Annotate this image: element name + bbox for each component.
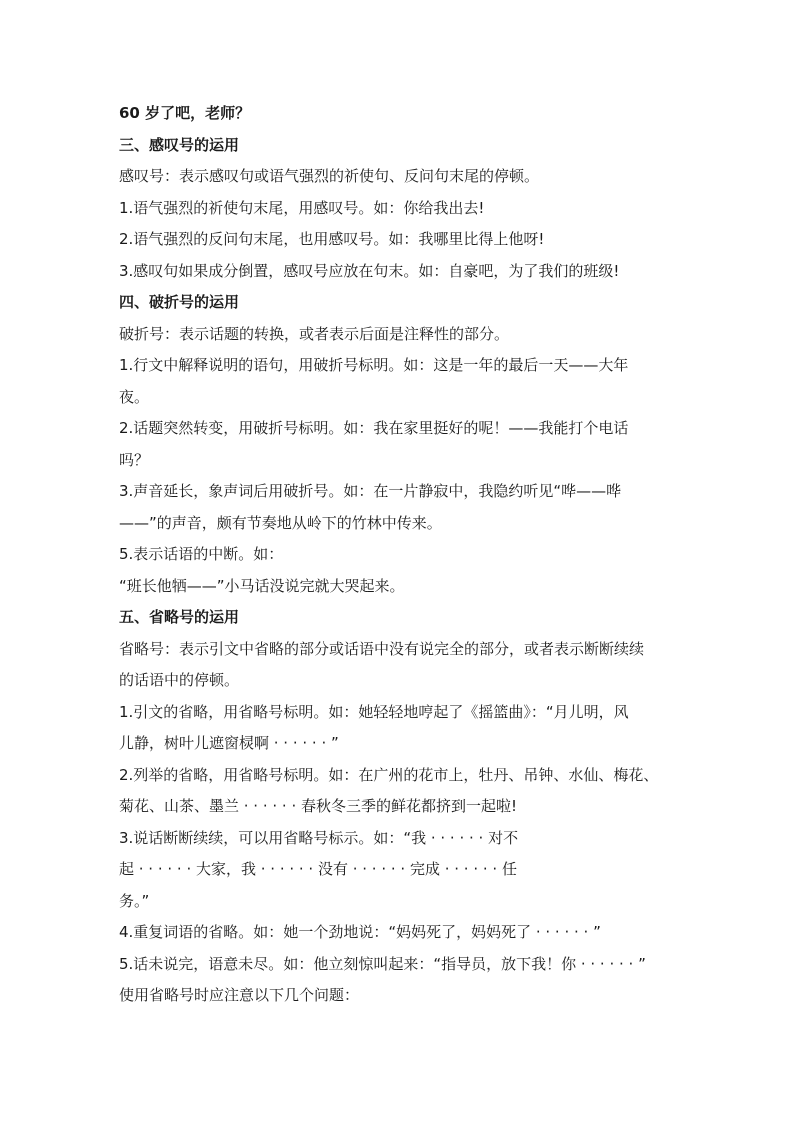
text-line: 1.行文中解释说明的语句，用破折号标明。如：这是一年的最后一天——大年: [119, 356, 629, 374]
text-line: ——”的声音，颇有节奏地从岭下的竹林中传来。: [119, 513, 442, 532]
text-line: 使用省略号时应注意以下几个问题：: [119, 986, 360, 1004]
section-heading-exclamation: 三、感叹号的运用: [119, 135, 240, 154]
text-line: 1.引文的省略，用省略号标明。如：她轻轻地哼起了《摇篮曲》：“月儿明，风: [119, 702, 629, 721]
text-line: 省略号：表示引文中省略的部分或话语中没有说完全的部分，或者表示断断续续: [119, 639, 645, 658]
text-line: 夜。: [119, 387, 150, 406]
text-line: 3.说话断断续续，可以用省略号标示。如：“我 · · · · · · 对不: [119, 828, 519, 847]
text-line: “班长他牺——”小马话没说完就大哭起来。: [119, 576, 405, 595]
section-heading-dash: 四、破折号的运用: [119, 293, 240, 311]
text-line: 4.重复词语的省略。如：她一个劲地说：“妈妈死了，妈妈死了 · · · · · · ”: [119, 923, 601, 941]
text-line: 2.语气强烈的反问句末尾，也用感叹号。如：我哪里比得上他呀!: [119, 230, 545, 248]
text-line: 的话语中的停顿。: [119, 671, 240, 689]
text-line: 菊花、山茶、墨兰 · · · · · · 春秋冬三季的鲜花都挤到一起啦!: [119, 797, 518, 815]
text-line: 5.表示话语的中断。如：: [119, 545, 284, 563]
text-line-continuation: 60 岁了吧，老师？: [119, 104, 251, 122]
text-line: 起 · · · · · · 大家，我 · · · · · · 没有 · · · · · · 完成 · · · · · · 任: [119, 860, 517, 878]
text-line: 2.列举的省略，用省略号标明。如：在广州的花市上，牡丹、吊钟、水仙、梅花、: [119, 765, 659, 784]
document-body: [119, 98, 689, 1012]
text-line: 感叹号：表示感叹句或语气强烈的祈使句、反问句末尾的停顿。: [119, 167, 540, 185]
text-line: 务。”: [119, 891, 150, 910]
text-line: 3.感叹句如果成分倒置，感叹号应放在句末。如：自豪吧，为了我们的班级!: [119, 261, 620, 280]
text-line: 3.声音延长，象声词后用破折号。如：在一片静寂中，我隐约听见“哗——哗: [119, 482, 622, 500]
text-line: 5.话未说完，语意未尽。如：他立刻惊叫起来：“指导员，放下我！你 · · · · · · ”: [119, 954, 646, 973]
text-line: 吗？: [119, 450, 150, 469]
section-heading-ellipsis: 五、省略号的运用: [119, 608, 240, 626]
text-line: 儿静，树叶儿遮窗棂啊 · · · · · · ”: [119, 734, 339, 752]
text-line: 破折号：表示话题的转换，或者表示后面是注释性的部分。: [119, 324, 510, 343]
text-line: 1.语气强烈的祈使句末尾，用感叹号。如：你给我出去!: [119, 198, 485, 217]
text-line: 2.话题突然转变，用破折号标明。如：我在家里挺好的呢！——我能打个电话: [119, 419, 629, 437]
